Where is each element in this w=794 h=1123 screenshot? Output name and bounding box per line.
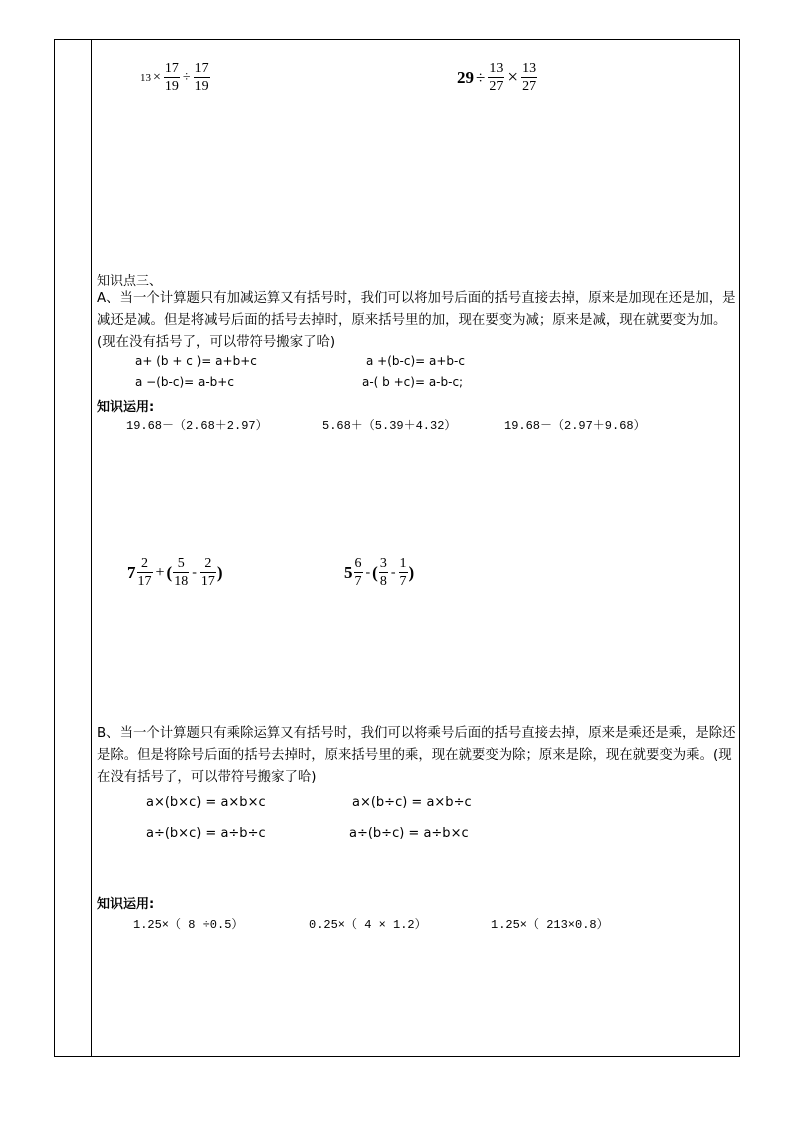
- fraction: [399, 557, 408, 589]
- minus-sign: -: [192, 565, 197, 580]
- whole-number: 5: [344, 563, 353, 582]
- expression-13-times-frac: [140, 62, 211, 94]
- denominator: 8: [379, 574, 387, 589]
- denominator: 18: [174, 574, 189, 589]
- whole-number: 7: [127, 563, 136, 582]
- whole-number: 29: [457, 68, 474, 87]
- numerator: 17: [164, 61, 179, 76]
- fraction: [521, 62, 537, 94]
- denominator: 7: [399, 574, 407, 589]
- rule-a4: a-( b +c)= a-b-c;: [362, 375, 464, 389]
- fraction: [354, 557, 363, 589]
- close-paren: ): [216, 563, 223, 582]
- numerator: 3: [379, 556, 387, 571]
- fraction: [137, 557, 153, 589]
- fraction: [194, 62, 210, 94]
- mixed-expression-1: [127, 557, 223, 589]
- denominator: 17: [200, 574, 215, 589]
- rule-b3: a÷(b×c) = a÷b÷c: [146, 826, 266, 841]
- practice-item: 19.68－（2.68＋2.97）: [126, 419, 268, 433]
- denominator: 27: [522, 79, 537, 94]
- numerator: 6: [354, 556, 362, 571]
- column-divider: [91, 39, 92, 1057]
- denominator: 19: [194, 79, 209, 94]
- fraction: [200, 557, 216, 589]
- practice-item: 0.25×（ 4 × 1.2）: [309, 918, 427, 932]
- minus-sign: -: [390, 565, 396, 580]
- close-paren: ): [408, 563, 415, 582]
- times-sign: ×: [507, 67, 519, 88]
- expression-29-divide-frac: [457, 62, 538, 94]
- fraction: [379, 557, 388, 589]
- numerator: 13: [522, 61, 537, 76]
- numerator: 2: [204, 556, 212, 571]
- rule-b1: a×(b×c) = a×b×c: [146, 795, 266, 810]
- rule-b2: a×(b÷c) = a×b÷c: [352, 795, 472, 810]
- fraction: [488, 62, 504, 94]
- fraction: [164, 62, 180, 94]
- divide-sign: ÷: [182, 70, 191, 85]
- minus-sign: -: [365, 565, 371, 580]
- rule-b4: a÷(b÷c) = a÷b×c: [349, 826, 469, 841]
- denominator: 19: [164, 79, 179, 94]
- denominator: 17: [137, 574, 152, 589]
- fraction: [173, 557, 189, 589]
- practice-title: 知识运用:: [97, 400, 155, 415]
- times-sign: ×: [153, 70, 161, 85]
- rule-a3: a −(b-c)= a-b+c: [135, 375, 234, 389]
- numerator: 2: [141, 556, 148, 571]
- denominator: 7: [354, 574, 362, 589]
- part-a-paragraph: A、当一个计算题只有加减运算又有括号时，我们可以将加号后面的括号直接去掉，原来是加现在还是加，是减还是减。但是将减号后面的括号去掉时，原来括号里的加，现在要变为减；原来是减，现在就要变为加。(现在没有括号了，可以带符号搬家了哈): [97, 291, 736, 350]
- numerator: 5: [177, 556, 185, 571]
- divide-sign: ÷: [476, 68, 486, 87]
- part-b-paragraph: B、当一个计算题只有乘除运算又有括号时，我们可以将乘号后面的括号直接去掉，原来是乘还是乘，是除还是除。但是将除号后面的括号去掉时，原来括号里的乘，现在就要变为除；原来是除，现在就要变为乘。(现在没有括号了，可以带符号搬家了哈): [97, 726, 736, 785]
- numerator: 17: [194, 61, 209, 76]
- denominator: 27: [489, 79, 504, 94]
- section-heading: 知识点三、: [97, 274, 163, 289]
- rule-a1: a+ (b + c )= a+b+c: [135, 354, 257, 368]
- numerator: 13: [489, 61, 504, 76]
- whole-number: 13: [140, 72, 151, 84]
- practice-item: 19.68－（2.97＋9.68）: [504, 419, 646, 433]
- practice-item: 1.25×（ 213×0.8）: [491, 918, 609, 932]
- practice-item: 5.68＋（5.39＋4.32）: [322, 419, 457, 433]
- table-frame: [54, 39, 740, 1057]
- open-paren: (: [166, 563, 173, 582]
- numerator: 1: [399, 556, 407, 571]
- mixed-expression-2: [344, 557, 414, 589]
- plus-sign: +: [155, 564, 165, 581]
- rule-a2: a +(b-c)= a+b-c: [366, 354, 465, 368]
- open-paren: (: [372, 563, 378, 582]
- practice-title: 知识运用:: [97, 897, 155, 912]
- practice-item: 1.25×（ 8 ÷0.5）: [133, 918, 244, 932]
